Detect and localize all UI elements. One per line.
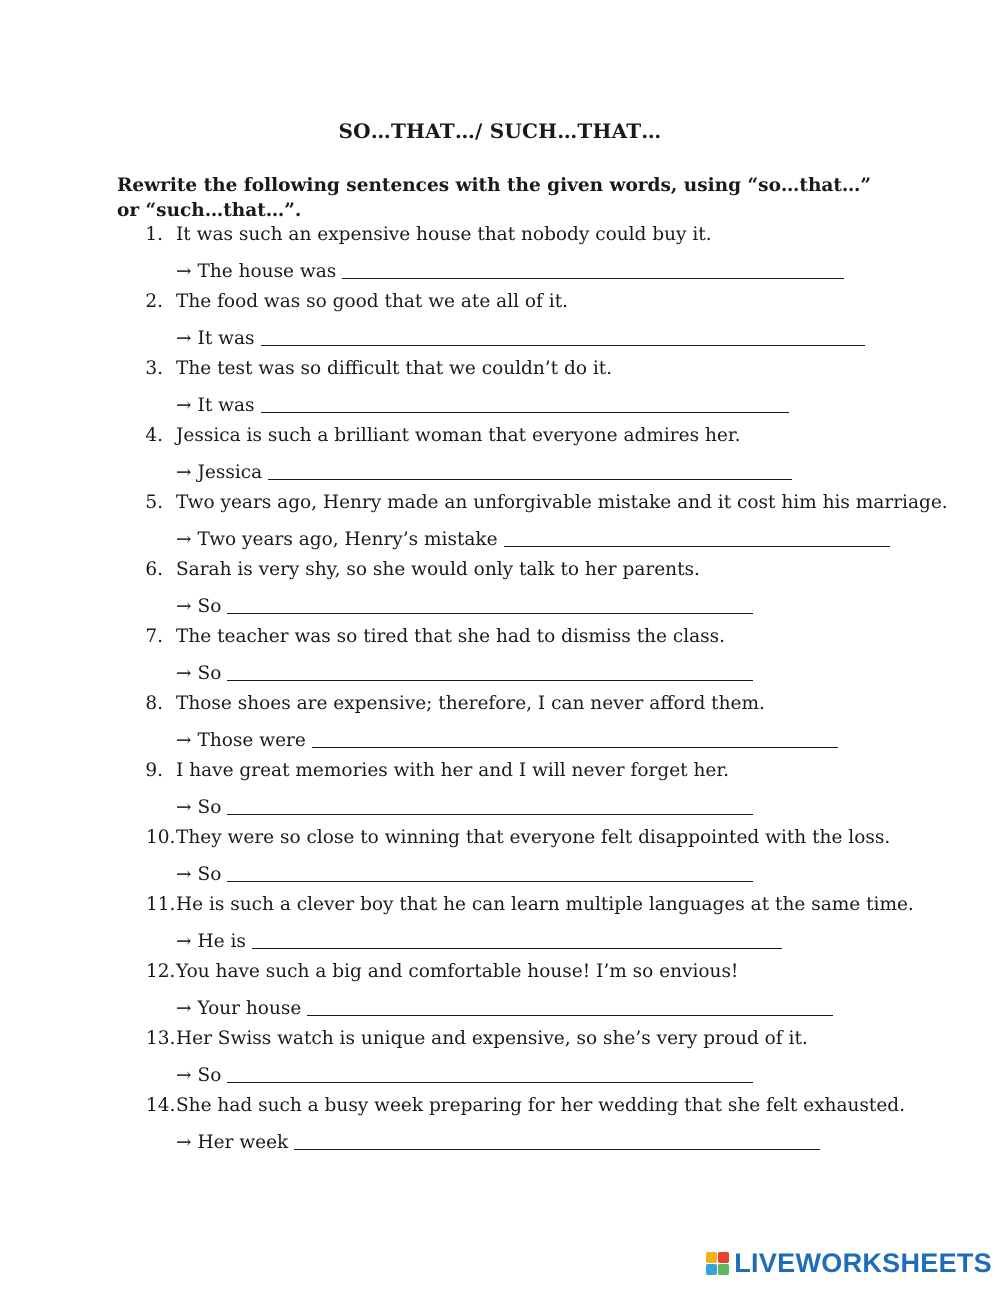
answer-blank[interactable] bbox=[252, 928, 782, 949]
answer-prompt: The house was bbox=[197, 261, 337, 282]
arrow-icon: → bbox=[176, 462, 192, 483]
item-sentence: It was such an expensive house that nobody could buy it. bbox=[176, 224, 712, 245]
answer-prompt: So bbox=[197, 797, 222, 818]
exercise-item bbox=[0, 892, 1000, 959]
answer-blank[interactable] bbox=[227, 861, 753, 882]
answer-prompt: He is bbox=[197, 931, 246, 952]
answer-line bbox=[176, 993, 833, 1022]
answer-prompt: So bbox=[197, 1065, 222, 1086]
item-sentence: She had such a busy week preparing for her wedding that she felt exhausted. bbox=[176, 1095, 905, 1116]
answer-line bbox=[176, 524, 890, 553]
item-sentence: Jessica is such a brilliant woman that everyone admires her. bbox=[176, 425, 741, 446]
exercise-item bbox=[0, 959, 1000, 1026]
item-number: 4. bbox=[145, 425, 163, 446]
answer-blank[interactable] bbox=[342, 258, 844, 279]
answer-line bbox=[176, 457, 792, 486]
item-sentence: Sarah is very shy, so she would only talk to her parents. bbox=[176, 559, 700, 580]
answer-blank[interactable] bbox=[268, 459, 792, 480]
answer-line bbox=[176, 1127, 820, 1156]
logo-tile-icon bbox=[706, 1264, 717, 1275]
answer-line bbox=[176, 1060, 753, 1089]
answer-blank[interactable] bbox=[227, 794, 753, 815]
logo-tile-icon bbox=[718, 1264, 729, 1275]
item-number: 11. bbox=[146, 894, 176, 915]
item-number: 7. bbox=[145, 626, 163, 647]
item-number: 8. bbox=[145, 693, 163, 714]
exercise-item bbox=[0, 423, 1000, 490]
arrow-icon: → bbox=[176, 998, 192, 1019]
answer-line bbox=[176, 658, 753, 687]
answer-line bbox=[176, 926, 782, 955]
arrow-icon: → bbox=[176, 931, 192, 952]
answer-line bbox=[176, 591, 753, 620]
arrow-icon: → bbox=[176, 1132, 192, 1153]
logo-text: LIVEWORKSHEETS bbox=[734, 1248, 992, 1278]
exercise-list bbox=[0, 222, 1000, 1160]
answer-blank[interactable] bbox=[227, 660, 753, 681]
liveworksheets-logo[interactable] bbox=[706, 1248, 992, 1279]
item-sentence: He is such a clever boy that he can learn multiple languages at the same time. bbox=[176, 894, 914, 915]
item-number: 2. bbox=[145, 291, 163, 312]
answer-prompt: It was bbox=[197, 328, 255, 349]
exercise-item bbox=[0, 624, 1000, 691]
item-number: 9. bbox=[145, 760, 163, 781]
item-number: 10. bbox=[146, 827, 176, 848]
item-number: 1. bbox=[145, 224, 163, 245]
item-number: 3. bbox=[145, 358, 163, 379]
liveworksheets-logo-icon bbox=[706, 1252, 729, 1275]
logo-tile-icon bbox=[718, 1252, 729, 1263]
answer-line bbox=[176, 859, 753, 888]
arrow-icon: → bbox=[176, 596, 192, 617]
arrow-icon: → bbox=[176, 261, 192, 282]
answer-blank[interactable] bbox=[504, 526, 890, 547]
answer-prompt: Your house bbox=[197, 998, 302, 1019]
logo-tile-icon bbox=[706, 1252, 717, 1263]
answer-line bbox=[176, 390, 789, 419]
item-number: 6. bbox=[145, 559, 163, 580]
exercise-item bbox=[0, 758, 1000, 825]
answer-blank[interactable] bbox=[312, 727, 838, 748]
answer-line bbox=[176, 792, 753, 821]
answer-prompt: Those were bbox=[197, 730, 306, 751]
item-sentence: Her Swiss watch is unique and expensive, so she’s very proud of it. bbox=[176, 1028, 808, 1049]
arrow-icon: → bbox=[176, 663, 192, 684]
item-sentence: You have such a big and comfortable house! I’m so envious! bbox=[176, 961, 739, 982]
item-number: 5. bbox=[145, 492, 163, 513]
answer-blank[interactable] bbox=[294, 1129, 820, 1150]
exercise-item bbox=[0, 222, 1000, 289]
exercise-item bbox=[0, 289, 1000, 356]
answer-blank[interactable] bbox=[227, 593, 753, 614]
exercise-item bbox=[0, 825, 1000, 892]
answer-prompt: So bbox=[197, 663, 222, 684]
arrow-icon: → bbox=[176, 529, 192, 550]
exercise-item bbox=[0, 490, 1000, 557]
answer-prompt: So bbox=[197, 864, 222, 885]
answer-blank[interactable] bbox=[261, 392, 789, 413]
answer-blank[interactable] bbox=[307, 995, 833, 1016]
arrow-icon: → bbox=[176, 328, 192, 349]
item-sentence: The teacher was so tired that she had to dismiss the class. bbox=[176, 626, 726, 647]
item-sentence: The test was so difficult that we couldn’t do it. bbox=[176, 358, 613, 379]
instructions: Rewrite the following sentences with the given words, using “so…that…” or “such…that…”. bbox=[117, 175, 872, 221]
exercise-item bbox=[0, 691, 1000, 758]
worksheet-title: SO…THAT…/ SUCH…THAT… bbox=[338, 119, 662, 143]
answer-prompt: Two years ago, Henry’s mistake bbox=[197, 529, 498, 550]
exercise-item bbox=[0, 1093, 1000, 1160]
item-sentence: I have great memories with her and I will never forget her. bbox=[176, 760, 730, 781]
arrow-icon: → bbox=[176, 1065, 192, 1086]
item-sentence: Two years ago, Henry made an unforgivable mistake and it cost him his marriage. bbox=[176, 492, 948, 513]
answer-line bbox=[176, 256, 844, 285]
item-number: 12. bbox=[146, 961, 176, 982]
answer-prompt: So bbox=[197, 596, 222, 617]
item-sentence: The food was so good that we ate all of it. bbox=[176, 291, 569, 312]
answer-prompt: Her week bbox=[197, 1132, 289, 1153]
arrow-icon: → bbox=[176, 797, 192, 818]
exercise-item bbox=[0, 356, 1000, 423]
exercise-item bbox=[0, 557, 1000, 624]
item-sentence: Those shoes are expensive; therefore, I can never afford them. bbox=[176, 693, 765, 714]
item-number: 14. bbox=[146, 1095, 176, 1116]
answer-blank[interactable] bbox=[261, 325, 865, 346]
arrow-icon: → bbox=[176, 864, 192, 885]
item-number: 13. bbox=[146, 1028, 176, 1049]
arrow-icon: → bbox=[176, 395, 192, 416]
answer-line bbox=[176, 725, 838, 754]
answer-prompt: It was bbox=[197, 395, 255, 416]
answer-blank[interactable] bbox=[227, 1062, 753, 1083]
arrow-icon: → bbox=[176, 730, 192, 751]
answer-prompt: Jessica bbox=[197, 462, 263, 483]
answer-line bbox=[176, 323, 865, 352]
exercise-item bbox=[0, 1026, 1000, 1093]
item-sentence: They were so close to winning that everyone felt disappointed with the loss. bbox=[176, 827, 891, 848]
